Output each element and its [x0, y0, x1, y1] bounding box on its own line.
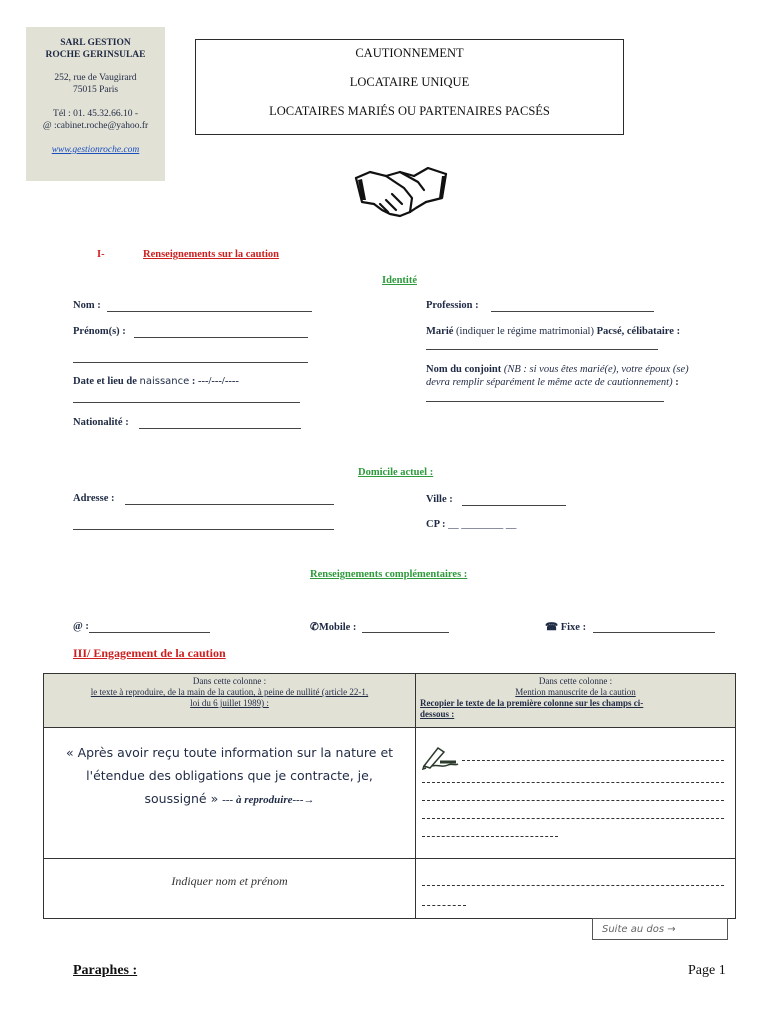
sender-address-1: 252, rue de Vaugirard [54, 73, 137, 83]
email-field[interactable] [89, 632, 210, 633]
conjoint-label: Nom du conjoint (NB : si vous êtes marié(e), votre époux (se) [426, 364, 689, 375]
mobile-label: ✆Mobile : [310, 622, 357, 633]
prenoms-field[interactable] [134, 337, 308, 338]
title-line-1: CAUTIONNEMENT [355, 46, 464, 60]
marie-field[interactable] [426, 349, 658, 350]
complementaires-heading: Renseignements complémentaires : [310, 569, 468, 580]
handwriting-cell-1[interactable] [416, 728, 736, 859]
fixe-label: ☎ Fixe : [545, 622, 587, 633]
domicile-heading: Domicile actuel : [358, 467, 434, 478]
conjoint-field[interactable] [426, 401, 664, 402]
conjoint-note-2: devra remplir séparément le même acte de cautionnement) : [426, 377, 679, 388]
nom-field[interactable] [107, 311, 312, 312]
cp-field[interactable]: __ ________ __ [448, 519, 517, 530]
indiquer-label: Indiquer nom et prénom [171, 874, 288, 888]
naissance-field[interactable] [73, 402, 300, 403]
quote-reproduce-hint: --- à reproduire---→ [222, 794, 315, 806]
naissance-label: Date et lieu de naissance : ---/---/---- [73, 376, 239, 387]
nationalite-field[interactable] [139, 428, 301, 429]
title-line-3: LOCATAIRES MARIÉS OU PARTENAIRES PACSÉS [269, 104, 550, 118]
indiquer-cell [44, 859, 416, 919]
sender-tel: Tél : 01. 45.32.66.10 - [53, 109, 138, 119]
adresse-field-2[interactable] [73, 529, 334, 530]
email-label: @ : [73, 621, 89, 632]
ville-label: Ville : [426, 494, 453, 505]
prenoms-field-2[interactable] [73, 362, 308, 363]
handwriting-line-1[interactable] [462, 760, 724, 761]
sender-name-2: ROCHE GERINSULAE [45, 50, 146, 60]
handwriting-name-line-2[interactable] [422, 905, 466, 906]
right-column-header: Dans cette colonne : Mention manuscrite de la caution Recopier le texte de la première colonne sur les champs ci- dessous : [416, 674, 736, 728]
sender-block [26, 27, 165, 181]
phone-icon: ✆ [310, 622, 319, 633]
cp-label: CP : __ ________ __ [426, 519, 517, 530]
handwriting-name-line-1[interactable] [422, 885, 724, 886]
sender-name-1: SARL GESTION [60, 38, 131, 48]
quote-line-2: l'étendue des obligations que je contracte, je, [86, 768, 373, 783]
handwriting-line-4[interactable] [422, 818, 724, 819]
identite-heading: Identité [382, 275, 417, 286]
adresse-field[interactable] [125, 504, 334, 505]
suite-au-dos-box: Suite au dos → [592, 918, 728, 940]
handwriting-cell-2[interactable] [416, 859, 736, 919]
quote-line-1: « Après avoir reçu toute information sur la nature et [65, 745, 394, 760]
prenoms-label: Prénom(s) : [73, 326, 126, 337]
quote-cell [44, 728, 416, 859]
ville-field[interactable] [462, 505, 566, 506]
section-1-number: I- [97, 249, 105, 260]
fax-icon: ☎ [545, 622, 559, 633]
sender-address-2: 75015 Paris [72, 85, 119, 95]
profession-field[interactable] [491, 311, 654, 312]
handwriting-line-5[interactable] [422, 836, 558, 837]
marie-label: Marié (indiquer le régime matrimonial) Pacsé, célibataire : [426, 326, 681, 337]
handwriting-line-2[interactable] [422, 782, 724, 783]
section-3-title: III/ Engagement de la caution [73, 646, 226, 660]
page-number: Page 1 [688, 963, 726, 978]
nom-label: Nom : [73, 300, 101, 311]
nationalite-label: Nationalité : [73, 417, 129, 428]
document-title-box [195, 39, 624, 135]
fixe-field[interactable] [593, 632, 715, 633]
handshake-icon [352, 158, 452, 222]
paraphes-label: Paraphes : [73, 963, 138, 978]
mobile-field[interactable] [362, 632, 449, 633]
handwriting-line-3[interactable] [422, 800, 724, 801]
adresse-label: Adresse : [73, 493, 115, 504]
left-column-header: Dans cette colonne : le texte à reproduire, de la main de la caution, à peine de nullité (article 22-1, loi du 6 juillet 1989) : [44, 674, 416, 728]
sender-website-link[interactable]: www.gestionroche.com [51, 145, 140, 155]
title-line-2: LOCATAIRE UNIQUE [349, 75, 470, 89]
sender-email: @ :cabinet.roche@yahoo.fr [42, 121, 149, 131]
profession-label: Profession : [426, 300, 479, 311]
quote-line-3: soussigné » [144, 791, 223, 806]
engagement-table [43, 673, 736, 919]
section-1-title: Renseignements sur la caution [143, 249, 280, 260]
pen-icon [422, 744, 460, 770]
